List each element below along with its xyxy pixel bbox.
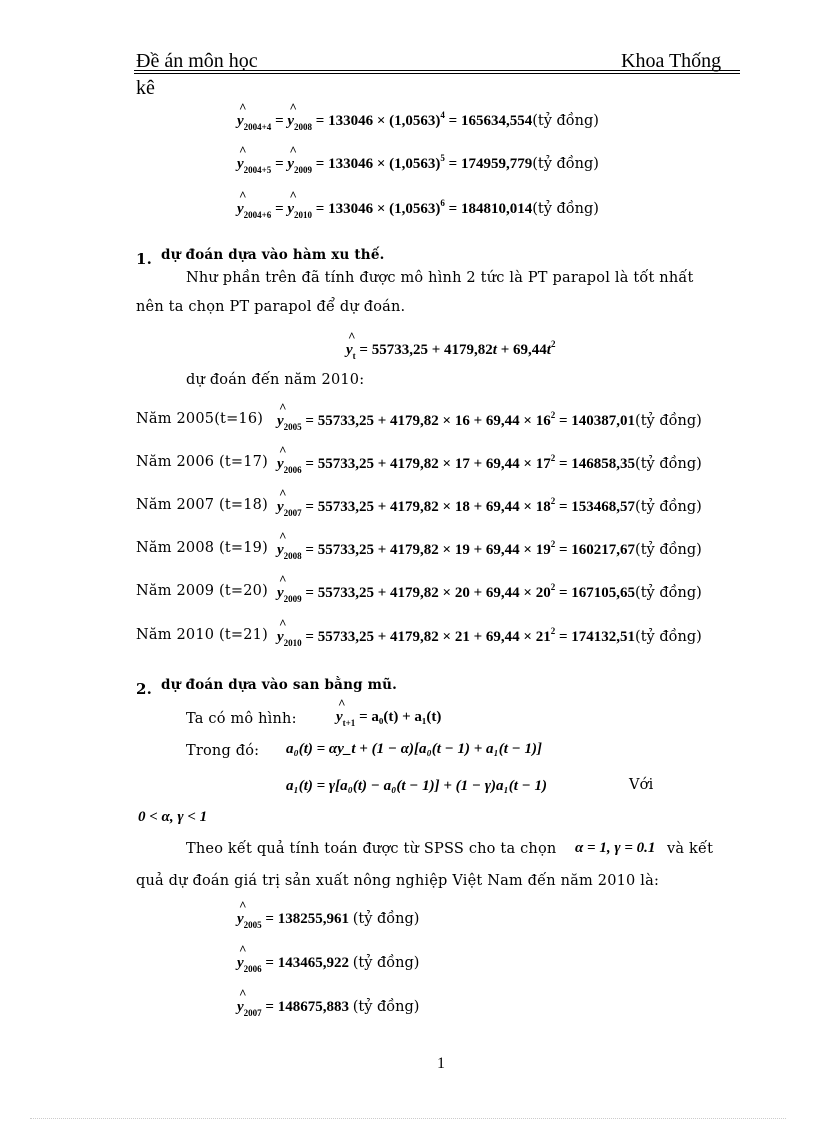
- growth-forecast-line: ^ $y_{2004+5}$ = ^ $y_{2009} = 133046 \times (1,0563)^5$ = 174959,779(tỷ đồng): [237, 153, 599, 175]
- y-hat-symbol: ^ y: [237, 156, 244, 173]
- coef-a: 55733,25: [317, 499, 374, 515]
- subscript: 2005: [243, 920, 262, 930]
- unit-label: (tỷ đồng): [532, 201, 599, 217]
- trend-equation: ^ $y_{2009} = 55733,25 + 4179,82 \times 20 + 69,44 \times 20^2$ = 167105,65(tỷ đồng): [277, 582, 702, 604]
- coef-c: 69,44: [485, 629, 520, 645]
- section1-para1: Như phần trên đã tính được mô hình 2 tức là PT parapol là tốt nhất: [186, 270, 694, 286]
- header-right: Khoa Thống: [621, 50, 722, 72]
- year-label: Năm 2006 (t=17): [136, 454, 268, 470]
- forecast-result: 148675,883: [277, 999, 349, 1015]
- base-value: 133046: [328, 201, 374, 217]
- section2-title: dự đoán dựa vào san bằng mũ.: [161, 677, 398, 693]
- coef-c: 69,44: [485, 542, 520, 558]
- growth-rate: (1,0563): [389, 156, 441, 172]
- coef-c: 69,44: [485, 499, 520, 515]
- forecast-result: 138255,961: [277, 911, 349, 927]
- coef-a: 55733,25: [317, 542, 374, 558]
- trend-equation: ^ $y_{2008} = 55733,25 + 4179,82 \times 19 + 69,44 \times 19^2$ = 160217,67(tỷ đồng): [277, 539, 702, 561]
- unit-label: (tỷ đồng): [635, 629, 702, 645]
- growth-rate: (1,0563): [389, 113, 441, 129]
- smoothing-model-equation: ^ $y_{t+1} = a_0(t) + a_1(t)$: [336, 709, 441, 728]
- subscript: 2005: [283, 422, 302, 432]
- subscript: 2010: [294, 210, 313, 220]
- y-hat-symbol: ^ y: [287, 156, 294, 173]
- forecast-result: 167105,65: [571, 585, 636, 601]
- y-hat-symbol: ^ y: [237, 955, 244, 972]
- with-label: Với: [629, 777, 654, 793]
- coef-b: 4179,82: [390, 499, 439, 515]
- y-hat-symbol: ^ y: [277, 413, 284, 430]
- exponent: 2: [550, 539, 556, 549]
- parameter-constraint: 0 < α, γ < 1: [138, 809, 208, 825]
- exponent: 6: [440, 198, 445, 208]
- coef-a: 55733,25: [317, 585, 374, 601]
- t-value: 18: [454, 499, 470, 515]
- header-rule-double: [134, 73, 740, 74]
- forecast-result: 143465,922: [277, 955, 349, 971]
- section2-para2: quả dự đoán giá trị sản xuất nông nghiệp Việt Nam đến năm 2010 là:: [136, 873, 660, 889]
- y-hat-symbol: ^ y: [287, 201, 294, 218]
- coef-c: 69,44: [485, 585, 520, 601]
- exponent: 2: [550, 410, 556, 420]
- t-value: 19: [535, 542, 551, 558]
- exponent: 2: [550, 582, 556, 592]
- header-left: Đề án môn học: [136, 50, 258, 72]
- forecast-result: 184810,014: [460, 201, 533, 217]
- subscript: 2009: [294, 165, 313, 175]
- coef-c: 69,44: [485, 413, 520, 429]
- t-value: 19: [454, 542, 470, 558]
- header-wrap: kê: [136, 77, 155, 99]
- base-value: 133046: [328, 156, 374, 172]
- unit-label: (tỷ đồng): [635, 585, 702, 601]
- y-hat-symbol: ^ y: [277, 585, 284, 602]
- y-hat-symbol: ^ y: [277, 456, 284, 473]
- subscript: 2004+4: [243, 122, 272, 132]
- t-value: 17: [535, 456, 551, 472]
- y-hat-symbol: ^ y: [237, 999, 244, 1016]
- coef-c: 69,44: [485, 456, 520, 472]
- y-hat-symbol: ^ y: [237, 113, 244, 130]
- subscript: 2008: [283, 551, 302, 561]
- unit-label: (tỷ đồng): [532, 113, 599, 129]
- forecast-result: 153468,57: [571, 499, 636, 515]
- section1-title: dự đoán dựa vào hàm xu thế.: [161, 247, 385, 263]
- subscript: 2009: [283, 594, 302, 604]
- unit-label: (tỷ đồng): [352, 955, 420, 971]
- parameter-choice: α = 1, γ = 0.1: [575, 840, 656, 856]
- page-number: 1: [437, 1055, 445, 1072]
- y-hat-symbol: ^ y: [277, 499, 284, 516]
- coef-b: 4179,82: [390, 629, 439, 645]
- exponent: 2: [550, 626, 556, 636]
- exponent: 2: [550, 453, 556, 463]
- unit-label: (tỷ đồng): [635, 499, 702, 515]
- unit-label: (tỷ đồng): [352, 911, 420, 927]
- subscript: 2006: [243, 964, 262, 974]
- t-value: 18: [535, 499, 551, 515]
- section2-para1-b: và kết: [667, 841, 714, 857]
- y-hat-symbol: ^ y: [237, 911, 244, 928]
- year-label: Năm 2005(t=16): [136, 411, 264, 427]
- forecast-result: 174959,779: [460, 156, 533, 172]
- page-border: [30, 1118, 786, 1119]
- smoothing-result-line: ^ $y_{2007} = 148675,883$ (tỷ đồng): [237, 999, 419, 1018]
- exponent: 2: [550, 496, 556, 506]
- growth-forecast-line: ^ $y_{2004+4}$ = ^ $y_{2008} = 133046 \times (1,0563)^4$ = 165634,554(tỷ đồng): [237, 110, 599, 132]
- section2-number: 2.: [136, 680, 153, 698]
- coef-a: 55733,25: [317, 629, 374, 645]
- parabola-model-equation: ^ $y_t = 55733,25 + 4179,82t + 69,44t^2$: [346, 339, 555, 361]
- forecast-result: 160217,67: [571, 542, 636, 558]
- header-rule: [134, 70, 740, 71]
- growth-forecast-line: ^ $y_{2004+6}$ = ^ $y_{2010} = 133046 \times (1,0563)^6$ = 184810,014(tỷ đồng): [237, 198, 599, 220]
- model-label: Ta có mô hình:: [186, 711, 297, 727]
- subscript: 2004+6: [243, 210, 272, 220]
- forecast-result: 165634,554: [460, 113, 533, 129]
- coef-b: 4179,82: [390, 456, 439, 472]
- subscript: 2007: [283, 508, 302, 518]
- coef-b: 4179,82: [390, 542, 439, 558]
- y-hat-symbol: ^ y: [277, 629, 284, 646]
- coef-a: 55733,25: [317, 413, 374, 429]
- y-hat-symbol: ^ y: [277, 542, 284, 559]
- t-value: 20: [535, 585, 551, 601]
- where-label: Trong đó:: [186, 743, 260, 759]
- equation-a0: a₀(t) = αy_t + (1 − α)[a₀(t − 1) + a₁(t − 1)]: [286, 741, 542, 757]
- subscript: 2004+5: [243, 165, 272, 175]
- t-value: 16: [535, 413, 551, 429]
- coef-a: 55733,25: [317, 456, 374, 472]
- unit-label: (tỷ đồng): [635, 456, 702, 472]
- subscript: 2010: [283, 638, 302, 648]
- growth-rate: (1,0563): [389, 201, 441, 217]
- subscript: 2007: [243, 1008, 262, 1018]
- exponent: 5: [440, 153, 445, 163]
- trend-equation: ^ $y_{2005} = 55733,25 + 4179,82 \times 16 + 69,44 \times 16^2$ = 140387,01(tỷ đồng): [277, 410, 702, 432]
- y-hat-symbol: ^ y: [237, 201, 244, 218]
- t-value: 21: [535, 629, 551, 645]
- equation-a1: a₁(t) = γ[a₀(t) − a₀(t − 1)] + (1 − γ)a₁(t − 1): [286, 778, 547, 794]
- coef-b: 4179,82: [390, 413, 439, 429]
- t-value: 16: [454, 413, 470, 429]
- unit-label: (tỷ đồng): [635, 542, 702, 558]
- smoothing-result-line: ^ $y_{2005} = 138255,961$ (tỷ đồng): [237, 911, 419, 930]
- year-label: Năm 2008 (t=19): [136, 540, 268, 556]
- subscript: 2008: [294, 122, 313, 132]
- unit-label: (tỷ đồng): [635, 413, 702, 429]
- unit-label: (tỷ đồng): [532, 156, 599, 172]
- forecast-result: 140387,01: [571, 413, 636, 429]
- t-value: 17: [454, 456, 470, 472]
- year-label: Năm 2007 (t=18): [136, 497, 268, 513]
- coef-b: 4179,82: [390, 585, 439, 601]
- unit-label: (tỷ đồng): [352, 999, 420, 1015]
- section1-number: 1.: [136, 250, 153, 268]
- trend-equation: ^ $y_{2010} = 55733,25 + 4179,82 \times 21 + 69,44 \times 21^2$ = 174132,51(tỷ đồng): [277, 626, 702, 648]
- forecast-result: 146858,35: [571, 456, 636, 472]
- exponent: 4: [440, 110, 445, 120]
- subscript: 2006: [283, 465, 302, 475]
- y-hat-symbol: ^ y: [287, 113, 294, 130]
- base-value: 133046: [328, 113, 374, 129]
- year-label: Năm 2009 (t=20): [136, 583, 268, 599]
- section1-para2: nên ta chọn PT parapol để dự đoán.: [136, 299, 406, 315]
- t-value: 21: [454, 629, 470, 645]
- forecast-result: 174132,51: [571, 629, 636, 645]
- section1-intro: dự đoán đến năm 2010:: [186, 372, 365, 388]
- t-value: 20: [454, 585, 470, 601]
- year-label: Năm 2010 (t=21): [136, 627, 268, 643]
- section2-para1-a: Theo kết quả tính toán được từ SPSS cho ta chọn: [186, 841, 557, 857]
- trend-equation: ^ $y_{2006} = 55733,25 + 4179,82 \times 17 + 69,44 \times 17^2$ = 146858,35(tỷ đồng): [277, 453, 702, 475]
- smoothing-result-line: ^ $y_{2006} = 143465,922$ (tỷ đồng): [237, 955, 419, 974]
- trend-equation: ^ $y_{2007} = 55733,25 + 4179,82 \times 18 + 69,44 \times 18^2$ = 153468,57(tỷ đồng): [277, 496, 702, 518]
